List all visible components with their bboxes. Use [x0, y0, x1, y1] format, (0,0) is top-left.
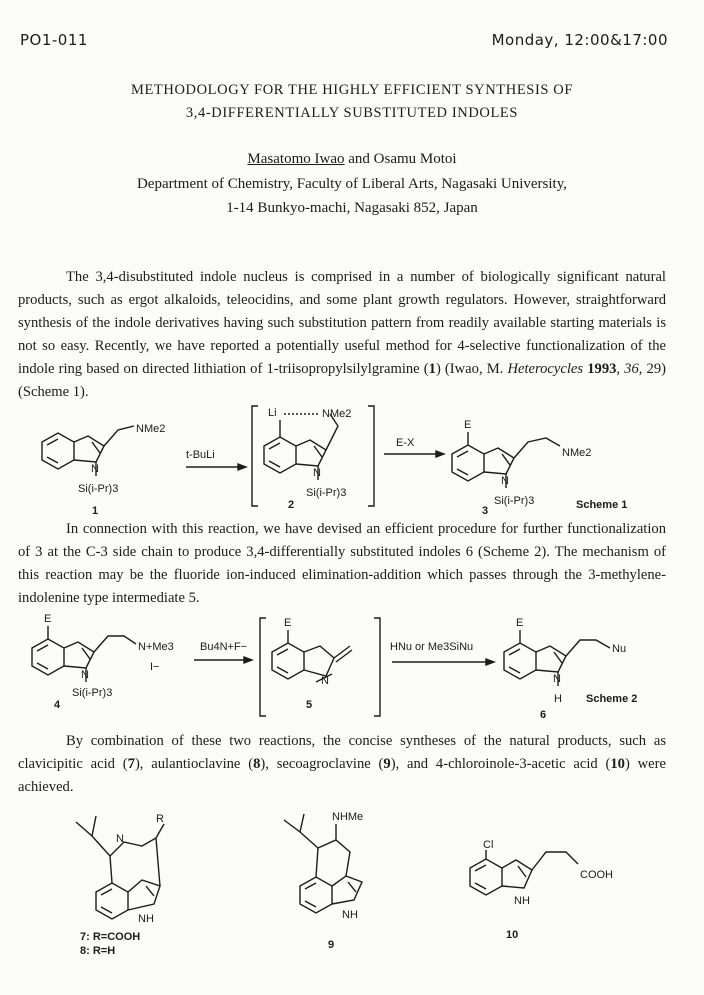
compound-label-5: 5 [306, 699, 313, 711]
compound-10-structure [470, 850, 578, 895]
bracket-right-2 [374, 618, 380, 716]
si-label-4: Si(i-Pr)3 [72, 687, 113, 699]
natural-products [0, 808, 704, 968]
n-label-7: N [116, 833, 124, 845]
n-label-3: N [501, 475, 509, 487]
scheme-2 [0, 612, 704, 724]
nme2-label-3: NMe2 [562, 447, 592, 459]
compound-9-structure [284, 814, 362, 913]
presenter-name: Masatomo Iwao [247, 151, 345, 167]
compound-1-structure [42, 426, 134, 476]
n-label-2: N [313, 467, 321, 479]
reagent-bu4nf: Bu4N+F− [200, 641, 248, 653]
compound-2-structure [264, 414, 338, 480]
paragraph-2: In connection with this reaction, we have devised an efficient procedure for further functionalization of 3 at the C-3 side chain to produce 3,4-differentially substituted indoles 6 (Scheme 2). The mechanism of this reaction may be the fluoride ion-induced elimination-addition which passes through the 3-methylene-indolenine type intermediate 5. [18, 521, 666, 606]
reagent-hnu: HNu or Me3SiNu [390, 641, 474, 653]
bracket-left-2 [260, 618, 266, 716]
compound-label-4: 4 [54, 699, 61, 711]
poster-code: PO1-011 [20, 31, 88, 49]
r-label: R [156, 813, 164, 825]
iodide-label: I− [150, 661, 160, 673]
nh-label-7: NH [138, 913, 154, 925]
e-label-3: E [464, 419, 472, 431]
label-7: 7: R=COOH [80, 931, 141, 943]
bracket-right-1 [368, 406, 374, 506]
affiliation-line-1: Department of Chemistry, Faculty of Liberal Arts, Nagasaki University, [136, 176, 568, 192]
scheme-1-caption: Scheme 1 [576, 499, 628, 511]
nme3-label: N+Me3 [138, 641, 174, 653]
n-label-6: N [553, 673, 561, 685]
title-line-2: 3,4-DIFFERENTIALLY SUBSTITUTED INDOLES [185, 105, 519, 121]
compound-5-structure [272, 630, 352, 682]
label-10: 10 [506, 929, 519, 941]
cooh-label: COOH [580, 869, 613, 881]
reagent-ex: E-X [396, 437, 415, 449]
si-label-1: Si(i-Pr)3 [78, 483, 119, 495]
session-time: Monday, 12:00&17:00 [491, 31, 668, 49]
compound-label-2: 2 [288, 499, 295, 511]
paragraph-3: By combination of these two reactions, the concise syntheses of the natural products, such as clavicipitic acid (7), aulantioclavine (8), secoagroclavine (9), and 4-chloroinole-3-acetic acid (10) were achieved. [18, 733, 666, 795]
cl-label: Cl [483, 839, 494, 851]
paragraph-1: The 3,4-disubstituted indole nucleus is comprised in a number of biologically significant natural products, such as ergot alkaloids, teleocidins, and some plant growth regulators. However, straightforward synthesis of the indole derivatives having such substitution pattern from readily available starting materials is not so easy. Recently, we have reported a potentially useful method for 4-selective functionalization of the indole ring based on directed lithiation of 1-triisopropylsilylgramine (1) (Iwao, M. Heterocycles 1993, 36, 29) (Scheme 1). [18, 269, 666, 400]
n-label-5: N [321, 675, 329, 687]
nu-label: Nu [612, 643, 627, 655]
coauthor-name: Osamu Motoi [373, 151, 457, 167]
li-label: Li [268, 407, 277, 419]
compound-label-6: 6 [540, 709, 547, 721]
title-line-1: METHODOLOGY FOR THE HIGHLY EFFICIENT SYNTHESIS OF [130, 82, 573, 98]
e-label-5: E [284, 617, 292, 629]
compound-label-1: 1 [92, 505, 99, 517]
compound-label-3: 3 [482, 505, 489, 517]
nme2-label-1: NMe2 [136, 423, 166, 435]
n-label-4: N [81, 669, 89, 681]
nme2-label-2: NMe2 [322, 408, 352, 420]
nh-label-10: NH [514, 895, 530, 907]
reagent-tbuli: t-BuLi [186, 449, 215, 461]
e-label-6: E [516, 617, 524, 629]
nhme-label: NHMe [332, 811, 364, 823]
e-label-4-visible: E [44, 613, 52, 625]
n-label-1: N [91, 463, 99, 475]
bracket-left-1 [252, 406, 258, 506]
scheme-1 [0, 402, 704, 522]
si-label-2: Si(i-Pr)3 [306, 487, 347, 499]
authors: Masatomo Iwao and Osamu Motoi [247, 151, 457, 167]
affiliation-line-2: 1-14 Bunkyo-machi, Nagasaki 852, Japan [226, 200, 478, 216]
h-label-6: H [554, 693, 562, 705]
si-label-3: Si(i-Pr)3 [494, 495, 535, 507]
label-8: 8: R=H [80, 945, 116, 957]
nh-label-9: NH [342, 909, 358, 921]
journal-name: Heterocycles [507, 361, 584, 377]
compound-7-8-structure [76, 816, 164, 919]
scheme-2-caption: Scheme 2 [586, 693, 638, 705]
label-9: 9 [328, 939, 335, 951]
